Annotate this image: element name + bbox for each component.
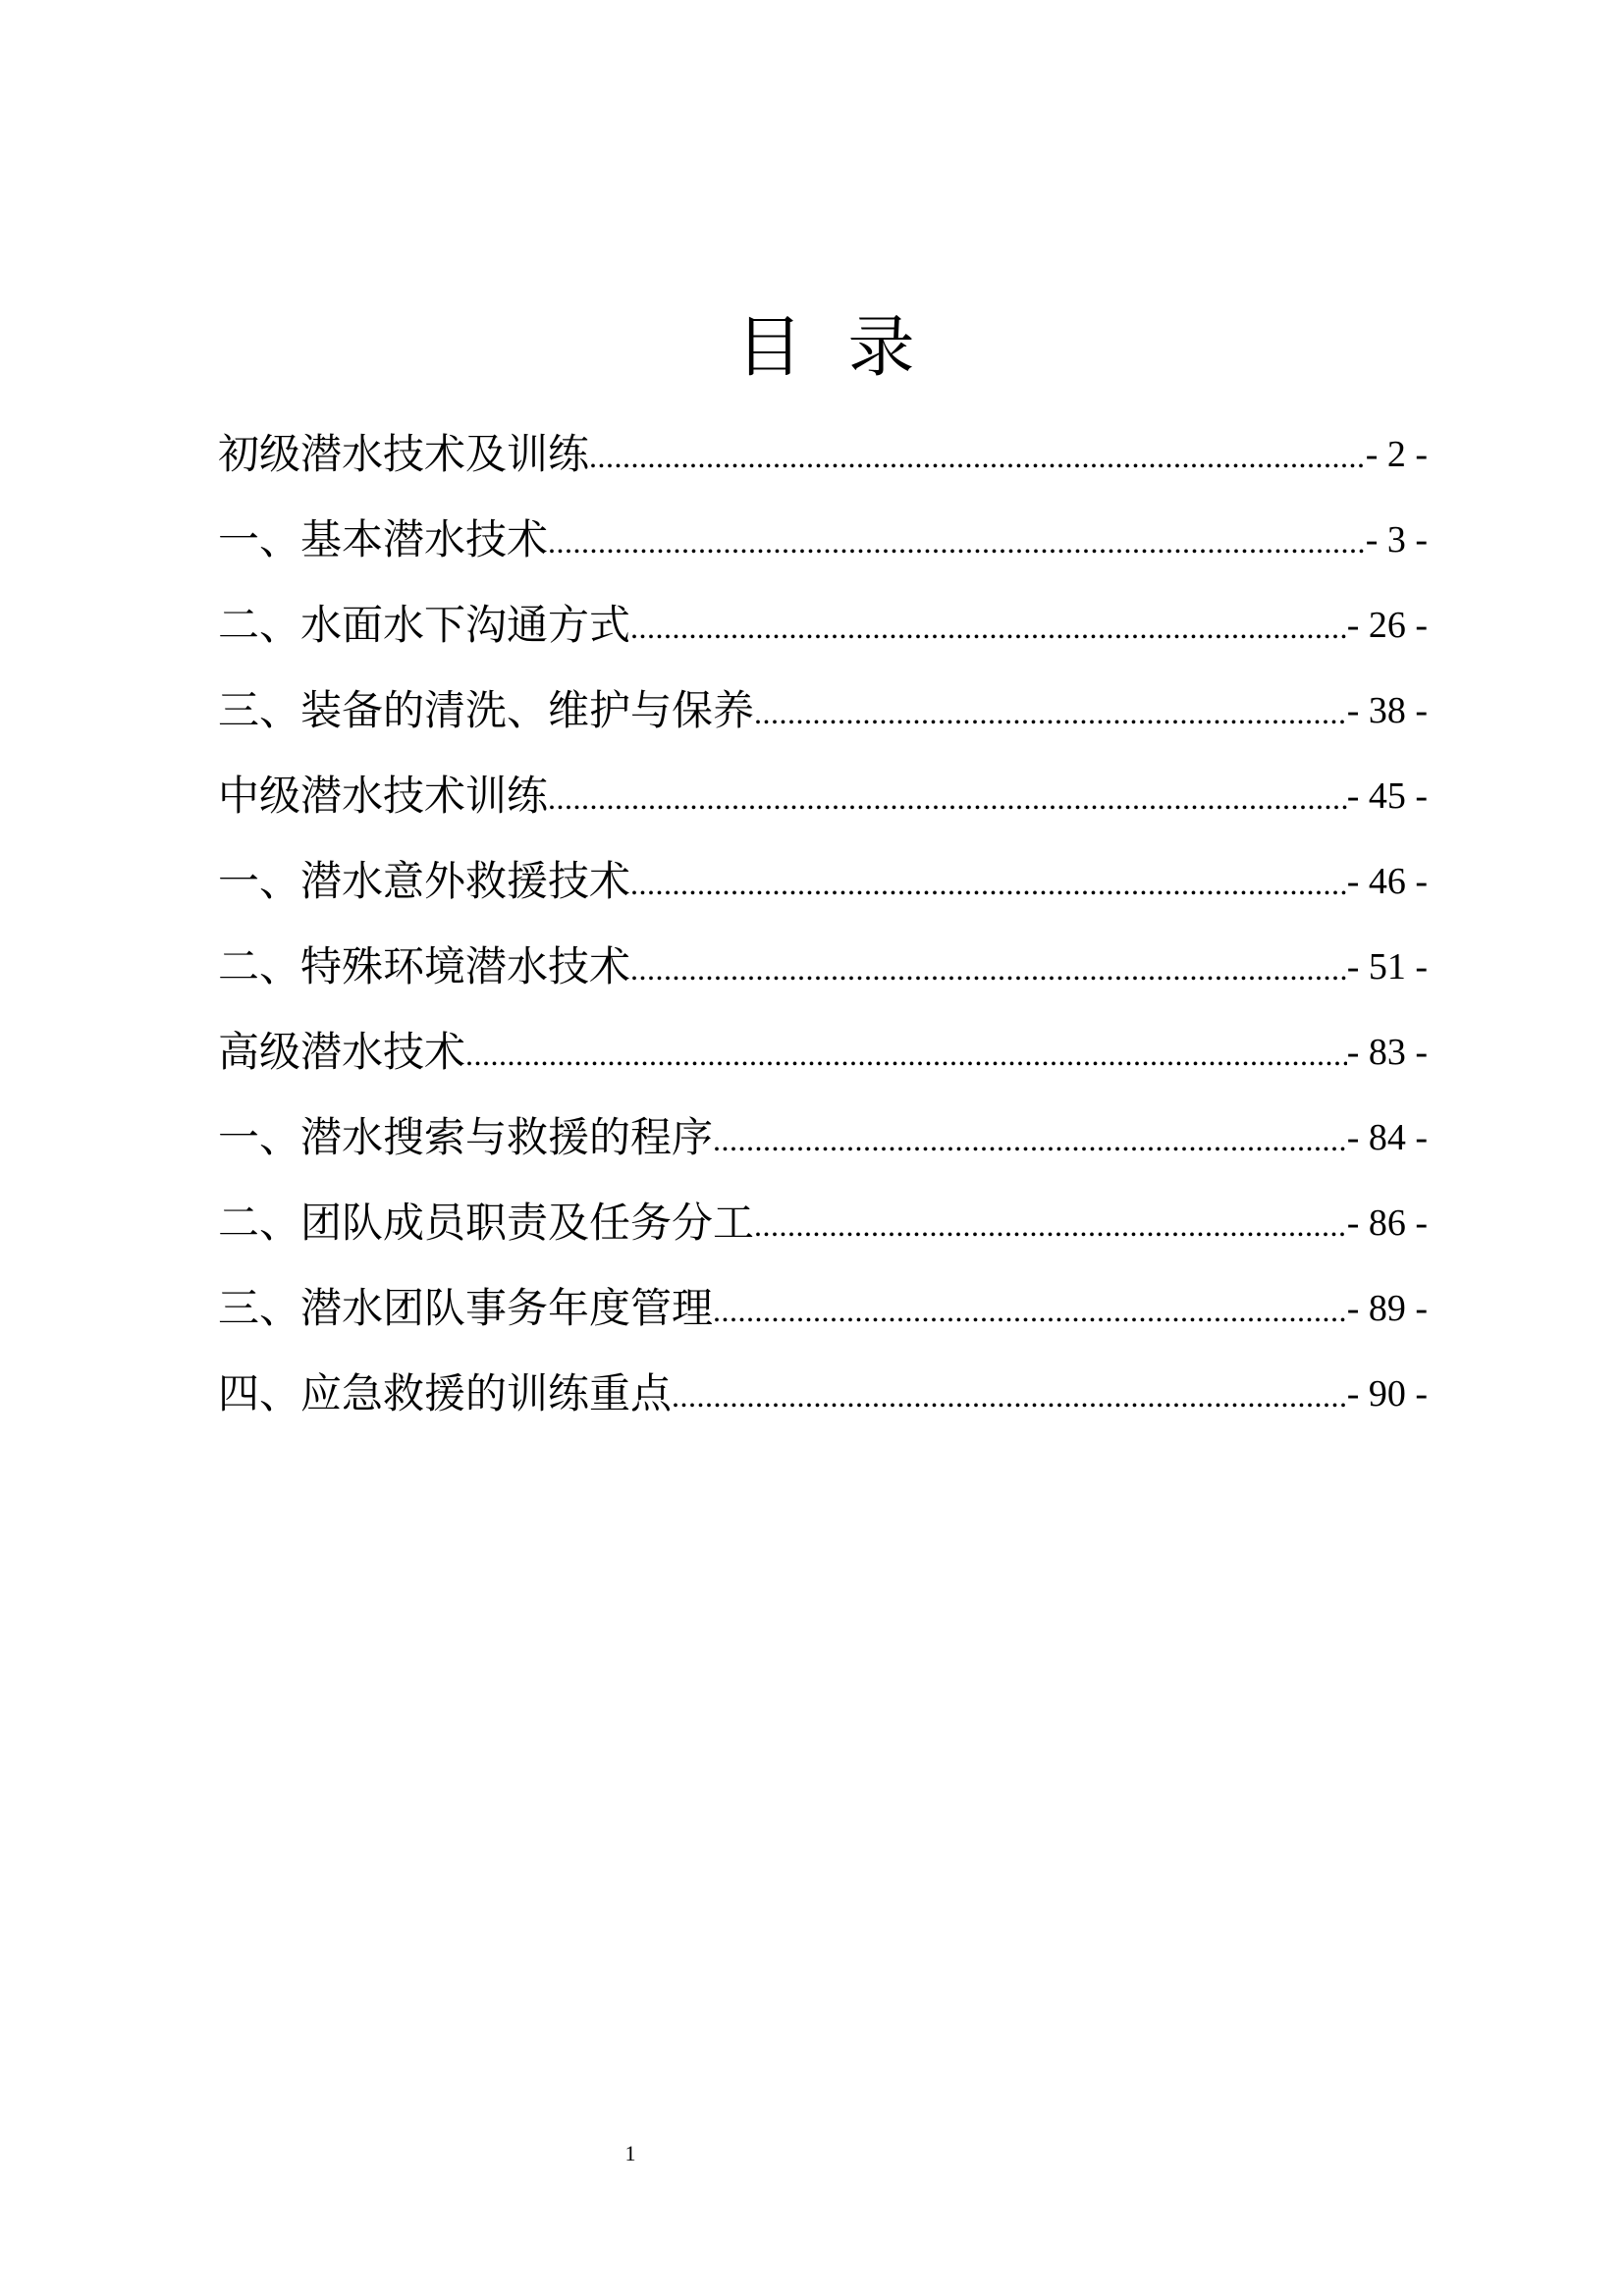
toc-entry-page: - 46 - xyxy=(1346,861,1428,902)
toc-entry-page: - 26 - xyxy=(1346,605,1428,646)
toc-entry-leader xyxy=(548,522,1366,561)
toc-list xyxy=(218,402,1428,1427)
toc-entry[interactable] xyxy=(218,1256,1428,1342)
toc-entry-page: - 2 - xyxy=(1365,434,1428,475)
toc-entry[interactable] xyxy=(218,402,1428,488)
toc-entry-page: - 51 - xyxy=(1346,946,1428,988)
toc-title-char: 目 xyxy=(735,309,803,387)
toc-entry[interactable] xyxy=(218,1086,1428,1171)
toc-entry-page: - 38 - xyxy=(1346,690,1428,731)
toc-entry-label: 二、水面水下沟通方式 xyxy=(218,601,631,649)
toc-title-char: 录 xyxy=(847,309,915,387)
toc-entry-leader xyxy=(713,1120,1347,1159)
toc-entry-label: 三、装备的清洗、维护与保养 xyxy=(218,686,755,734)
toc-entry-leader xyxy=(754,693,1347,732)
toc-entry[interactable] xyxy=(218,829,1428,915)
toc-entry-page: - 3 - xyxy=(1365,519,1428,561)
toc-title xyxy=(0,304,1624,393)
toc-entry-label: 一、基本潜水技术 xyxy=(218,515,549,563)
toc-entry-label: 中级潜水技术训练 xyxy=(218,772,549,820)
toc-entry-label: 一、潜水搜索与救援的程序 xyxy=(218,1113,714,1161)
toc-entry-leader xyxy=(630,608,1347,647)
toc-entry-label: 三、潜水团队事务年度管理 xyxy=(218,1284,714,1332)
toc-entry-label: 初级潜水技术及训练 xyxy=(218,430,590,478)
toc-entry[interactable] xyxy=(218,1342,1428,1427)
toc-entry[interactable] xyxy=(218,488,1428,573)
toc-entry-page: - 84 - xyxy=(1346,1117,1428,1158)
toc-entry-page: - 90 - xyxy=(1346,1373,1428,1415)
toc-entry-page: - 89 - xyxy=(1346,1288,1428,1329)
toc-entry-page: - 45 - xyxy=(1346,775,1428,817)
toc-entry-leader xyxy=(713,1291,1347,1330)
toc-entry-leader xyxy=(630,949,1347,988)
toc-entry-leader xyxy=(630,864,1347,903)
toc-entry-leader xyxy=(589,437,1366,476)
toc-entry[interactable] xyxy=(218,915,1428,1000)
toc-entry[interactable] xyxy=(218,1171,1428,1256)
toc-entry-label: 二、特殊环境潜水技术 xyxy=(218,942,631,990)
toc-entry-leader xyxy=(672,1376,1347,1415)
toc-entry[interactable] xyxy=(218,573,1428,659)
toc-entry-label: 二、团队成员职责及任务分工 xyxy=(218,1199,755,1247)
toc-entry-label: 一、潜水意外救援技术 xyxy=(218,857,631,905)
toc-entry-label: 高级潜水技术 xyxy=(218,1028,466,1076)
toc-entry-leader xyxy=(465,1035,1347,1074)
toc-entry[interactable] xyxy=(218,1000,1428,1086)
toc-entry-page: - 83 - xyxy=(1346,1032,1428,1073)
toc-entry[interactable] xyxy=(218,659,1428,744)
toc-entry-leader xyxy=(548,778,1347,818)
page-number: 1 xyxy=(624,2141,636,2165)
toc-entry-label: 四、应急救援的训练重点 xyxy=(218,1369,673,1417)
toc-entry-leader xyxy=(754,1205,1347,1245)
toc-entry-page: - 86 - xyxy=(1346,1202,1428,1244)
toc-entry[interactable] xyxy=(218,744,1428,829)
